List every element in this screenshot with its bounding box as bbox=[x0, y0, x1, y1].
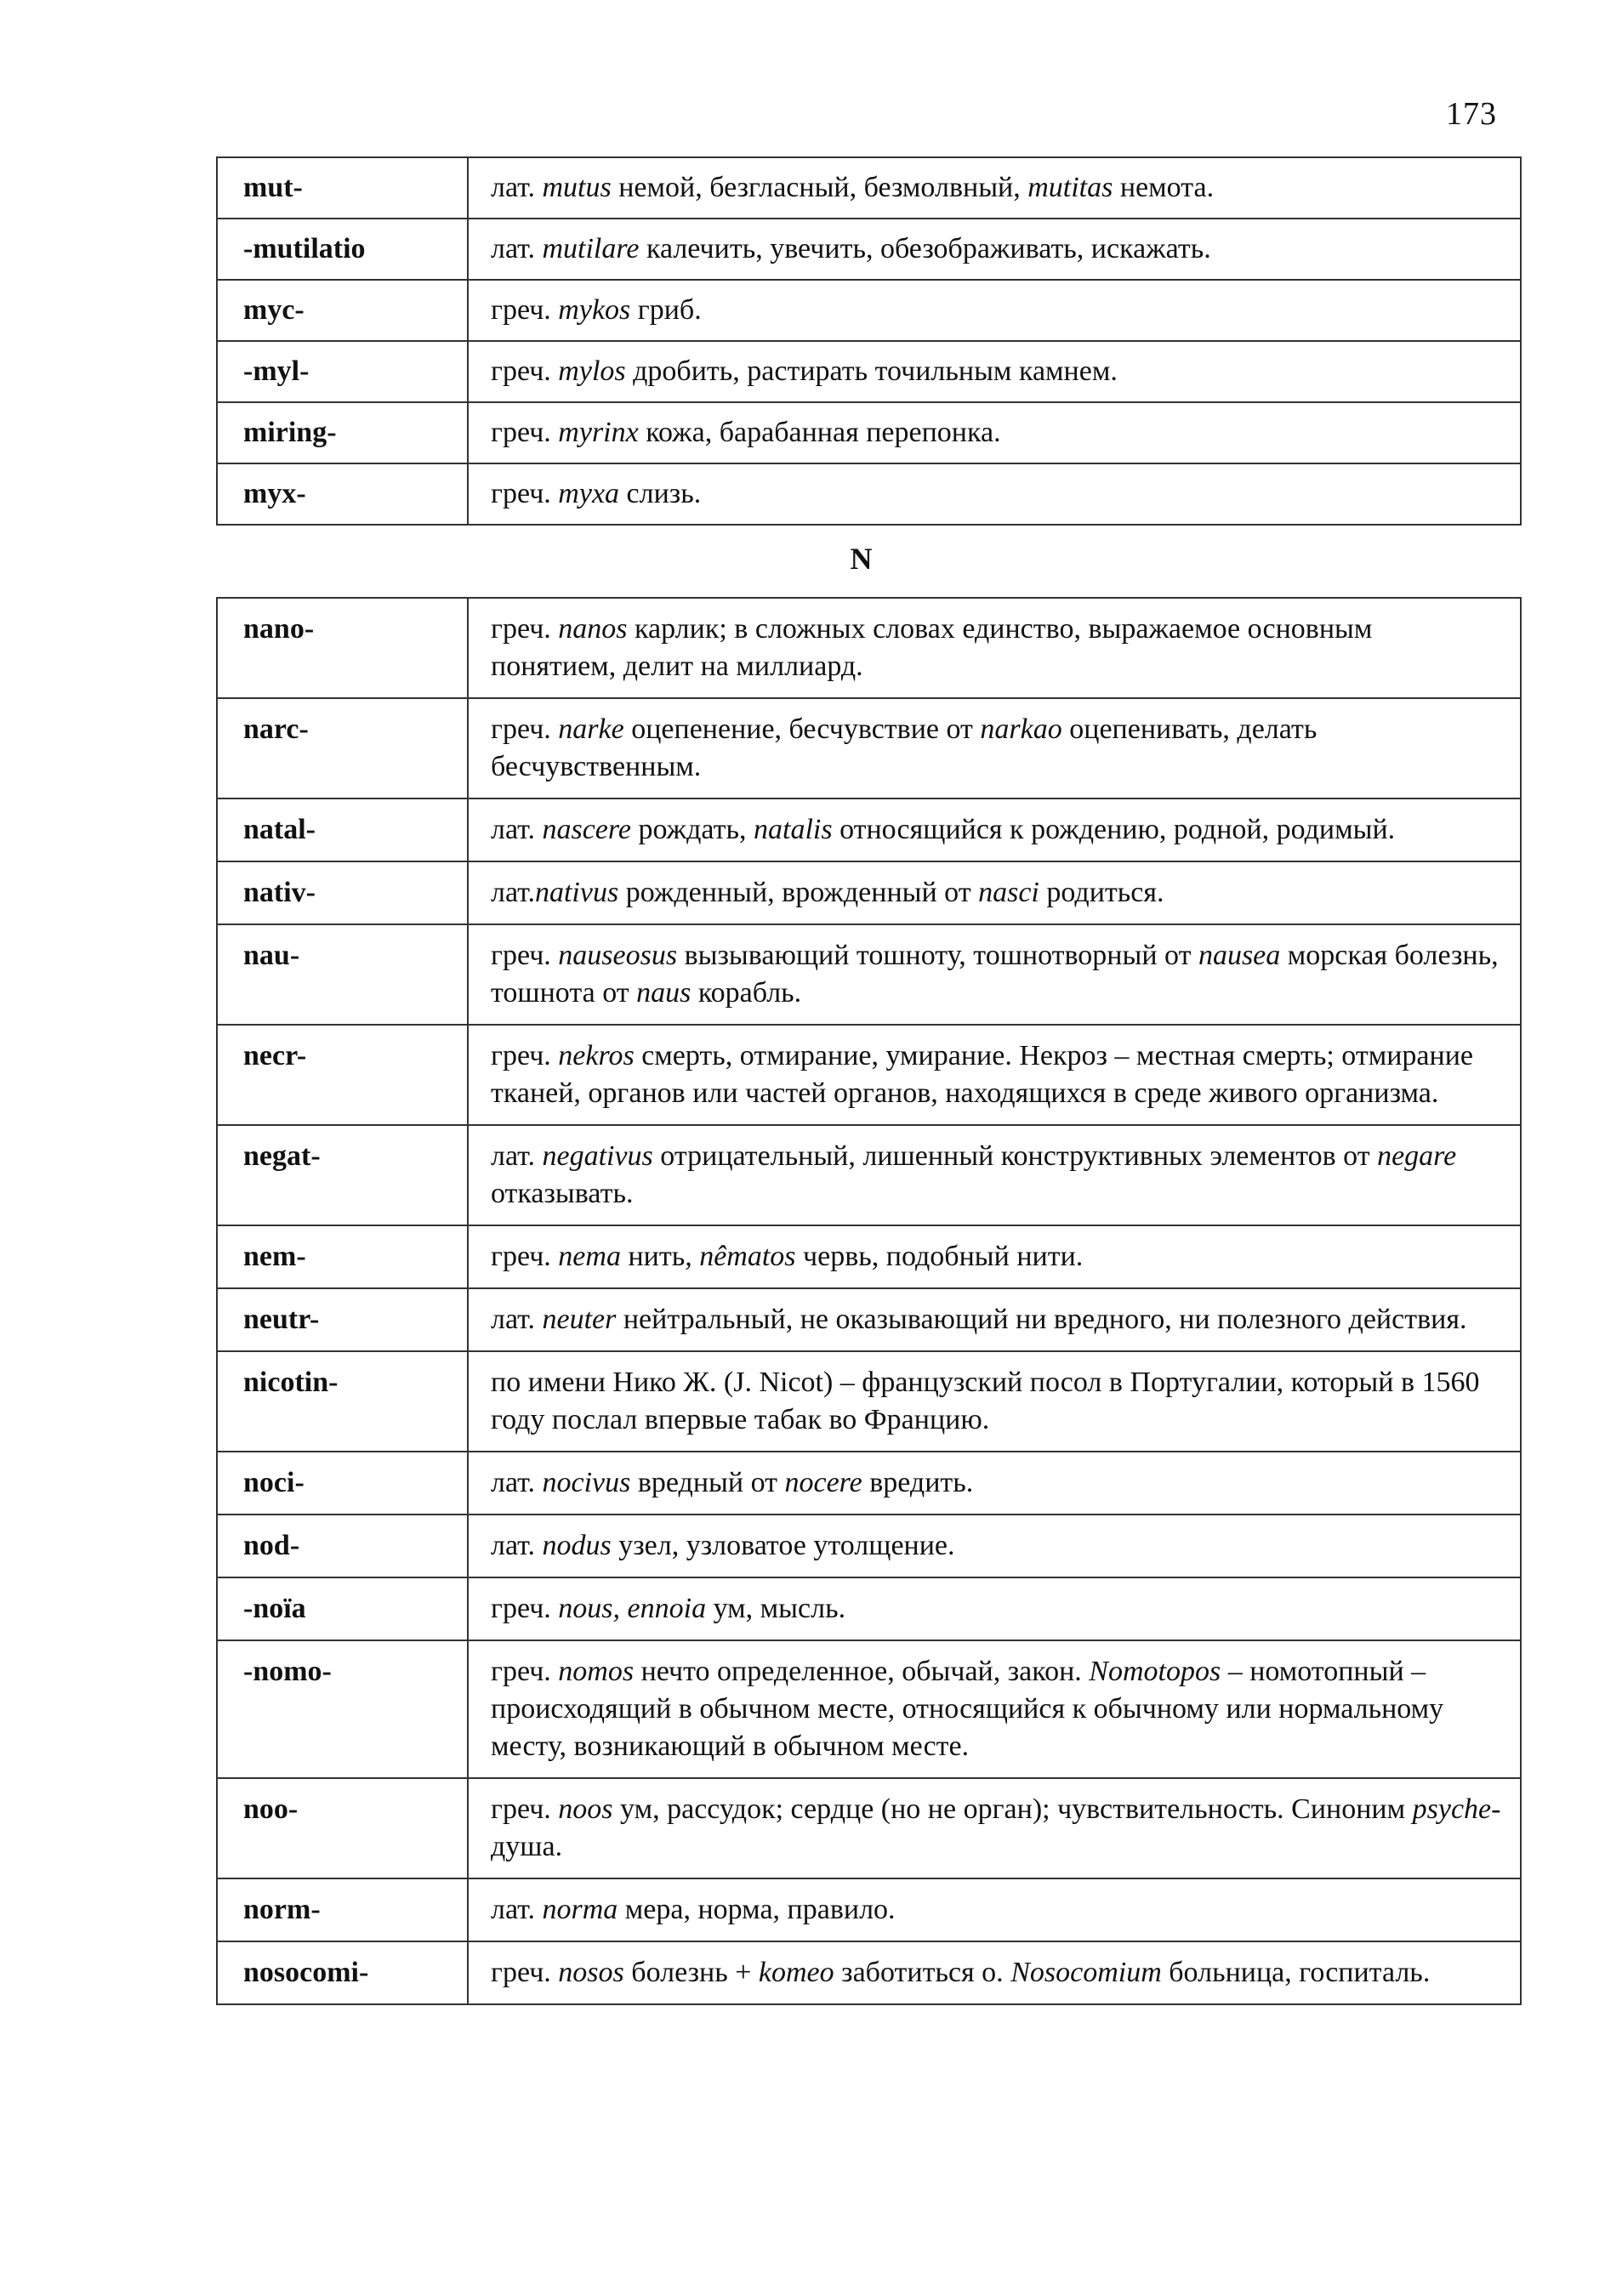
term-cell: nod- bbox=[217, 1515, 468, 1577]
term-cell: myx- bbox=[217, 463, 468, 525]
definition-italic-segment: Nomotopos bbox=[1089, 1656, 1221, 1687]
definition-text-segment: рождать, bbox=[630, 814, 754, 845]
term-cell: noci- bbox=[217, 1452, 468, 1515]
definition-italic-segment: narkao bbox=[980, 713, 1062, 745]
term-cell: necr- bbox=[217, 1025, 468, 1125]
term-cell: neutr- bbox=[217, 1288, 468, 1351]
definition-italic-segment: mykos bbox=[558, 294, 631, 326]
definition-italic-segment: mutus bbox=[542, 172, 612, 203]
definition-cell bbox=[468, 798, 1521, 861]
definition-cell bbox=[468, 463, 1521, 525]
definition-text-segment: морская болезнь, тошнота от bbox=[491, 940, 1499, 1009]
definition-text-segment: по имени Нико Ж. (J. Nicot) – французский посол в Португалии, который в 1560 году послал впервые табак во Францию. bbox=[491, 1367, 1480, 1435]
term-cell: myc- bbox=[217, 280, 468, 341]
definition-text-segment: оцепенивать, делать бесчувственным. bbox=[491, 713, 1318, 782]
definition-italic-segment: norma bbox=[542, 1894, 618, 1925]
definition-text-segment: вызывающий тошноту, тошнотворный от bbox=[677, 940, 1198, 971]
definition-text-segment: рожденный, врожденный от bbox=[618, 877, 979, 908]
term-cell: natal- bbox=[217, 798, 468, 861]
definition-text-segment: червь, подобный нити. bbox=[795, 1241, 1084, 1272]
definition-text-segment: нечто определенное, обычай, закон. bbox=[634, 1656, 1090, 1687]
definition-cell bbox=[468, 861, 1521, 924]
section-letter: N bbox=[850, 542, 873, 576]
definition-italic-segment: nativus bbox=[534, 877, 619, 908]
definition-italic-segment: nasci bbox=[978, 877, 1039, 908]
definition-text-segment: лат. bbox=[491, 1304, 543, 1335]
definition-cell bbox=[468, 924, 1521, 1025]
definition-text-segment: вредить. bbox=[862, 1467, 974, 1498]
definition-text-segment: болезнь + bbox=[623, 1957, 759, 1988]
definition-text-segment: лат. bbox=[491, 1530, 543, 1561]
definition-text-segment: мера, норма, правило. bbox=[617, 1894, 896, 1925]
table-row bbox=[217, 1288, 1521, 1351]
definition-italic-segment: psyche bbox=[1412, 1793, 1492, 1825]
definition-italic-segment: negare bbox=[1377, 1140, 1457, 1172]
definition-cell bbox=[468, 698, 1521, 798]
definition-text-segment: отрицательный, лишенный конструктивных элементов от bbox=[652, 1140, 1378, 1172]
definition-italic-segment: naus bbox=[636, 977, 691, 1009]
term-cell: -nomo- bbox=[217, 1640, 468, 1778]
term-cell: norm- bbox=[217, 1878, 468, 1941]
definition-text-segment: нейтральный, не оказывающий ни вредного, ни полезного действия. bbox=[616, 1304, 1467, 1335]
term-cell: nem- bbox=[217, 1225, 468, 1288]
term-cell: nicotin- bbox=[217, 1351, 468, 1452]
definition-cell bbox=[468, 402, 1521, 463]
definition-text-segment: греч. bbox=[491, 478, 559, 509]
table-row bbox=[217, 402, 1521, 463]
table-row bbox=[217, 219, 1521, 280]
definition-italic-segment: myrinx bbox=[558, 417, 639, 448]
definition-cell bbox=[468, 1577, 1521, 1640]
definition-italic-segment: neuter bbox=[542, 1304, 617, 1335]
definition-text-segment: вредный от bbox=[630, 1467, 785, 1498]
table-row bbox=[217, 280, 1521, 341]
definition-cell bbox=[468, 1452, 1521, 1515]
definition-text-segment: дробить, растирать точильным камнем. bbox=[625, 355, 1118, 387]
definition-text-segment: калечить, увечить, обезображивать, искажать. bbox=[639, 233, 1211, 264]
definition-text-segment: греч. bbox=[491, 1957, 559, 1988]
definition-text-segment: корабль. bbox=[691, 977, 802, 1009]
table-row bbox=[217, 1640, 1521, 1778]
term-cell: nativ- bbox=[217, 861, 468, 924]
term-cell: narc- bbox=[217, 698, 468, 798]
definition-text-segment: лат. bbox=[491, 172, 543, 203]
definition-italic-segment: natalis bbox=[754, 814, 833, 845]
table-row bbox=[217, 924, 1521, 1025]
definition-text-segment: немота. bbox=[1113, 172, 1215, 203]
definition-cell bbox=[468, 1515, 1521, 1577]
term-cell: nano- bbox=[217, 598, 468, 698]
definition-italic-segment: nomos bbox=[558, 1656, 635, 1687]
definition-text-segment: заботиться о. bbox=[834, 1957, 1011, 1988]
definition-text-segment: нить bbox=[620, 1241, 686, 1272]
definition-cell bbox=[468, 1640, 1521, 1778]
term-cell: -noïa bbox=[217, 1577, 468, 1640]
definition-text-segment: относящийся к рождению, родной, родимый. bbox=[832, 814, 1396, 845]
definition-text-segment: родиться. bbox=[1039, 877, 1164, 908]
definition-cell bbox=[468, 1225, 1521, 1288]
definition-italic-segment: mylos bbox=[558, 355, 626, 387]
definition-text-segment: греч. bbox=[491, 417, 559, 448]
definition-italic-segment: nekros bbox=[558, 1040, 635, 1071]
term-cell: noo- bbox=[217, 1778, 468, 1878]
definition-text-segment: кожа, барабанная перепонка. bbox=[638, 417, 1001, 448]
definition-italic-segment: nocivus bbox=[542, 1467, 631, 1498]
definition-text-segment: лат. bbox=[491, 1140, 543, 1172]
definition-italic-segment: nema bbox=[558, 1241, 621, 1272]
table-row bbox=[217, 1941, 1521, 2004]
table-row bbox=[217, 341, 1521, 402]
page-number: 173 bbox=[1446, 96, 1497, 132]
definition-cell bbox=[468, 598, 1521, 698]
table-row bbox=[217, 598, 1521, 698]
table-row bbox=[217, 861, 1521, 924]
definition-text-segment: немой, безгласный, безмолвный, bbox=[611, 172, 1028, 203]
definition-cell bbox=[468, 157, 1521, 219]
definition-text-segment: лат. bbox=[491, 1894, 543, 1925]
definition-italic-segment: , nêmatos bbox=[685, 1241, 796, 1272]
table-row bbox=[217, 1577, 1521, 1640]
definition-italic-segment: narke bbox=[558, 713, 624, 745]
definition-italic-segment: komeo bbox=[758, 1957, 834, 1988]
definition-text-segment: смерть, отмирание, умирание. Некроз – местная смерть; отмирание тканей, органов или частей органов, находящихся в среде живого организма. bbox=[491, 1040, 1474, 1109]
definition-text-segment: греч. bbox=[491, 355, 559, 387]
definition-italic-segment: nanos bbox=[558, 613, 628, 645]
definition-text-segment: лат. bbox=[491, 233, 543, 264]
table-row bbox=[217, 698, 1521, 798]
definition-text-segment: греч. bbox=[491, 1040, 559, 1071]
definition-italic-segment: myxa bbox=[558, 478, 620, 509]
glossary-table-body bbox=[217, 598, 1521, 2004]
glossary-table-body bbox=[217, 157, 1521, 525]
glossary-table-n bbox=[216, 597, 1522, 2005]
definition-cell bbox=[468, 1878, 1521, 1941]
definition-text-segment: лат. bbox=[491, 814, 543, 845]
definition-text-segment: больница, госпиталь. bbox=[1161, 1957, 1431, 1988]
table-row bbox=[217, 798, 1521, 861]
table-row bbox=[217, 1225, 1521, 1288]
definition-text-segment: греч. bbox=[491, 713, 559, 745]
definition-text-segment: отказывать. bbox=[491, 1178, 634, 1209]
definition-text-segment: лат. bbox=[491, 877, 535, 908]
table-row bbox=[217, 1452, 1521, 1515]
definition-italic-segment: nodus bbox=[542, 1530, 612, 1561]
definition-italic-segment: negativus bbox=[542, 1140, 653, 1172]
table-row bbox=[217, 1878, 1521, 1941]
term-cell: nosocomi- bbox=[217, 1941, 468, 2004]
definition-italic-segment: nascere bbox=[542, 814, 631, 845]
definition-italic-segment: Nosocomium bbox=[1010, 1957, 1162, 1988]
definition-text-segment: узел, узловатое утолщение. bbox=[611, 1530, 955, 1561]
definition-italic-segment: nous, ennoia bbox=[558, 1593, 707, 1624]
table-row bbox=[217, 1025, 1521, 1125]
definition-cell bbox=[468, 280, 1521, 341]
definition-italic-segment: nosos bbox=[558, 1957, 624, 1988]
definition-text-segment: греч. bbox=[491, 940, 559, 971]
definition-italic-segment: nausea bbox=[1198, 940, 1281, 971]
definition-text-segment: гриб. bbox=[630, 294, 702, 326]
definition-cell bbox=[468, 1288, 1521, 1351]
term-cell: mut- bbox=[217, 157, 468, 219]
definition-text-segment: -душа. bbox=[491, 1793, 1501, 1862]
glossary-table-m bbox=[216, 156, 1522, 526]
definition-text-segment: карлик; в сложных словах единство, выражаемое основным понятием, делит на миллиард. bbox=[491, 613, 1373, 682]
definition-italic-segment: noos bbox=[558, 1793, 613, 1825]
table-row bbox=[217, 1125, 1521, 1225]
definition-cell bbox=[468, 1778, 1521, 1878]
definition-cell bbox=[468, 1025, 1521, 1125]
table-row bbox=[217, 1515, 1521, 1577]
definition-cell bbox=[468, 341, 1521, 402]
definition-text-segment: оцепенение, бесчувствие от bbox=[623, 713, 981, 745]
term-cell: nau- bbox=[217, 924, 468, 1025]
definition-cell bbox=[468, 219, 1521, 280]
definition-text-segment: греч. bbox=[491, 613, 559, 645]
term-cell: negat- bbox=[217, 1125, 468, 1225]
term-cell: miring- bbox=[217, 402, 468, 463]
definition-text-segment: греч. bbox=[491, 294, 559, 326]
definition-text-segment: греч. bbox=[491, 1656, 559, 1687]
definition-cell bbox=[468, 1351, 1521, 1452]
definition-italic-segment: nocere bbox=[784, 1467, 862, 1498]
term-cell: -myl- bbox=[217, 341, 468, 402]
definition-italic-segment: mutitas bbox=[1027, 172, 1113, 203]
definition-text-segment: греч. bbox=[491, 1241, 559, 1272]
definition-text-segment: ум, мысль. bbox=[706, 1593, 846, 1624]
term-cell: -mutilatio bbox=[217, 219, 468, 280]
definition-cell bbox=[468, 1941, 1521, 2004]
definition-text-segment: слизь. bbox=[619, 478, 702, 509]
table-row bbox=[217, 1351, 1521, 1452]
table-row bbox=[217, 1778, 1521, 1878]
definition-text-segment: – номотопный – происходящий в обычном месте, относящийся к обычному или нормальному месту, возникающий в обычном месте. bbox=[491, 1656, 1444, 1762]
definition-italic-segment: mutilare bbox=[542, 233, 640, 264]
table-row bbox=[217, 463, 1521, 525]
definition-cell bbox=[468, 1125, 1521, 1225]
definition-italic-segment: nauseosus bbox=[558, 940, 678, 971]
definition-text-segment: греч. bbox=[491, 1593, 559, 1624]
definition-text-segment: греч. bbox=[491, 1793, 559, 1825]
definition-text-segment: ум, рассудок; сердце (но не орган); чувствительность. Синоним bbox=[612, 1793, 1413, 1825]
definition-text-segment: лат. bbox=[491, 1467, 543, 1498]
table-row bbox=[217, 157, 1521, 219]
